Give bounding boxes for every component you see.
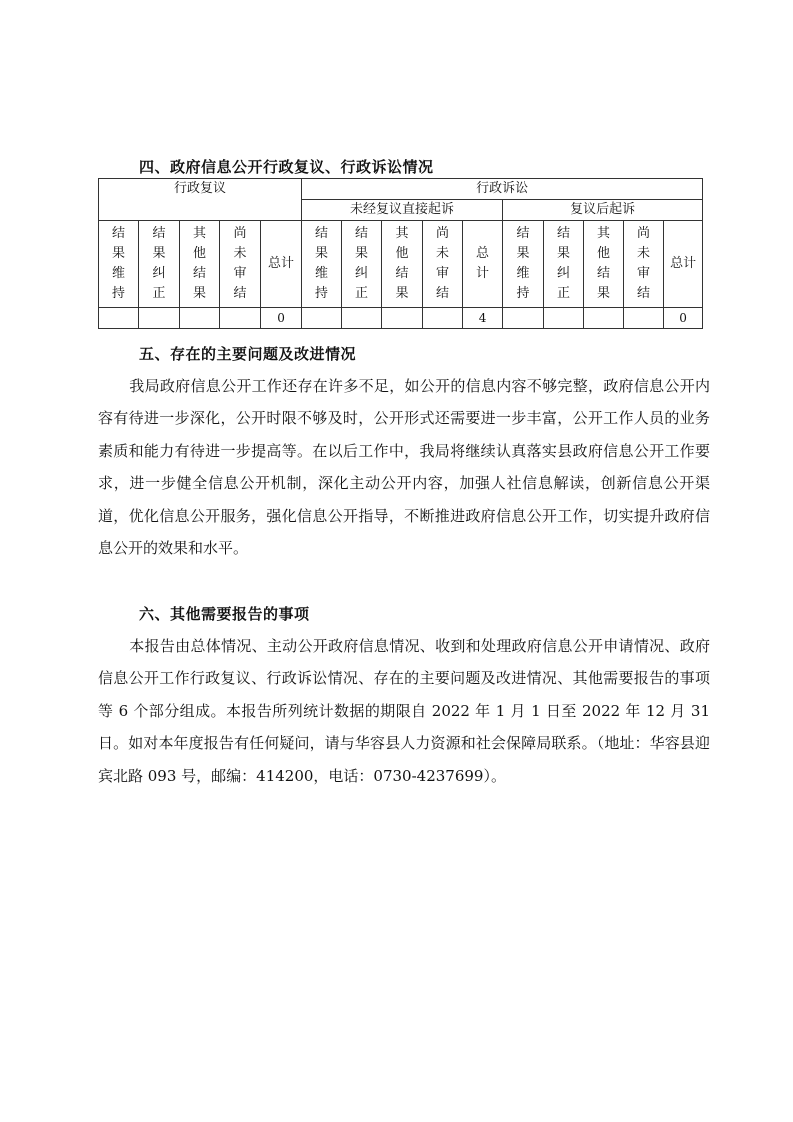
- col-header-total: 总 计: [463, 221, 503, 308]
- header-after-reconsideration: 复议后起诉: [503, 200, 703, 221]
- col-header-corrected: 结 果 纠 正: [139, 221, 180, 308]
- table-cell: [423, 308, 463, 329]
- section-6-text: 本报告由总体情况、主动公开政府信息情况、收到和处理政府信息公开申请情况、政府信息公开工作行政复议、行政诉讼情况、存在的主要问题及改进情况、其他需要报告的事项等 6 个部分组成。本报告所列统计数据的期限自 2022 年 1 月 1 日至 2022 年 12 月 31 日。如对本年度报告有任何疑问，请与华容县人力资源和社会保障局联系。（地址：华容县迎宾北路 093 号，邮编：414200，电话：0730-4237699）。: [98, 637, 710, 785]
- table-cell: 0: [664, 308, 703, 329]
- section-5-body: [98, 370, 710, 564]
- col-header-pending: 尚 未 审 结: [624, 221, 664, 308]
- table-cell: [220, 308, 261, 329]
- col-header-corrected: 结 果 纠 正: [544, 221, 584, 308]
- col-header-total: 总计: [664, 221, 703, 308]
- header-litigation: 行政诉讼: [302, 179, 703, 200]
- section-6-heading: 六、其他需要报告的事项: [139, 605, 310, 623]
- table-cell: [382, 308, 423, 329]
- col-header-upheld: 结 果 维 持: [99, 221, 139, 308]
- table-cell: 4: [463, 308, 503, 329]
- header-reconsideration: 行政复议: [99, 179, 302, 221]
- col-header-other: 其 他 结 果: [180, 221, 220, 308]
- col-header-upheld: 结 果 维 持: [302, 221, 342, 308]
- table-row: [99, 308, 703, 329]
- col-header-upheld: 结 果 维 持: [503, 221, 544, 308]
- col-header-total: 总计: [261, 221, 302, 308]
- section-5-text: 我局政府信息公开工作还存在许多不足，如公开的信息内容不够完整，政府信息公开内容有待进一步深化，公开时限不够及时，公开形式还需要进一步丰富，公开工作人员的业务素质和能力有待进一步提高等。在以后工作中，我局将继续认真落实县政府信息公开工作要求，进一步健全信息公开机制，深化主动公开内容，加强人社信息解读，创新信息公开渠道，优化信息公开服务，强化信息公开指导，不断推进政府信息公开工作，切实提升政府信息公开的效果和水平。: [98, 377, 710, 558]
- review-litigation-table: [98, 178, 703, 329]
- col-header-other: 其 他 结 果: [382, 221, 423, 308]
- table-cell: 0: [261, 308, 302, 329]
- table-cell: [584, 308, 624, 329]
- table-cell: [180, 308, 220, 329]
- table-cell: [503, 308, 544, 329]
- section-5-heading: 五、存在的主要问题及改进情况: [139, 345, 357, 363]
- table-cell: [342, 308, 382, 329]
- col-header-pending: 尚 未 审 结: [220, 221, 261, 308]
- col-header-other: 其 他 结 果: [584, 221, 624, 308]
- col-header-pending: 尚 未 审 结: [423, 221, 463, 308]
- table-cell: [624, 308, 664, 329]
- header-direct-litigation: 未经复议直接起诉: [302, 200, 503, 221]
- table-cell: [99, 308, 139, 329]
- table-cell: [139, 308, 180, 329]
- col-header-corrected: 结 果 纠 正: [342, 221, 382, 308]
- table-cell: [302, 308, 342, 329]
- section-6-body: [98, 630, 710, 792]
- table-cell: [544, 308, 584, 329]
- section-4-heading: 四、政府信息公开行政复议、行政诉讼情况: [139, 158, 434, 176]
